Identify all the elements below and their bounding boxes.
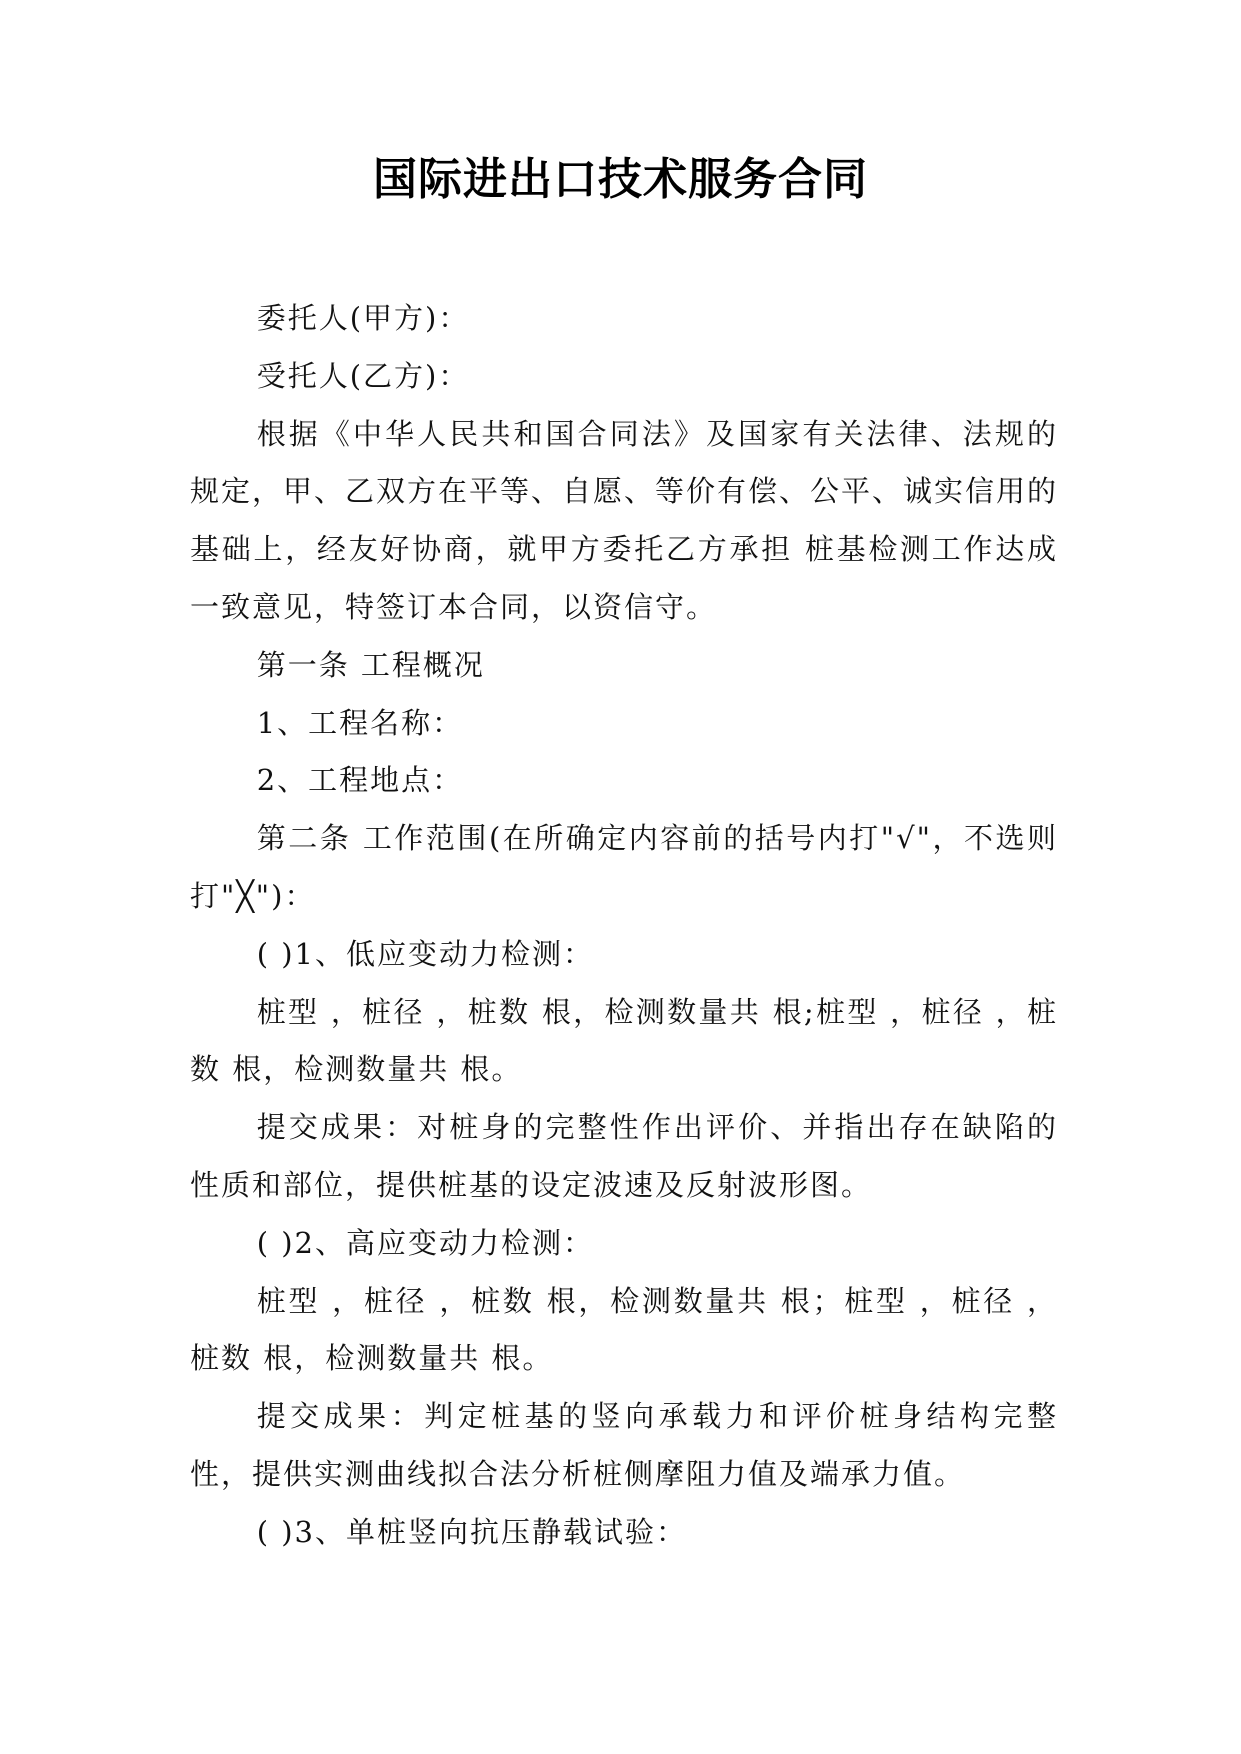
article-2-heading: 第二条 工作范围(在所确定内容前的括号内打"√"，不选则打"╳")：	[190, 821, 1058, 913]
item-1-heading: ( )1、低应变动力检测：	[256, 936, 594, 971]
item-3-heading: ( )3、单桩竖向抗压静载试验：	[256, 1514, 687, 1549]
project-location-line: 2、工程地点：	[256, 763, 464, 798]
item-1-spec: 桩型 ，桩径 ，桩数 根，检测数量共 根;桩型 ，桩径 ，桩数 根，检测数量共 根。	[190, 994, 1058, 1087]
article-1-heading: 第一条 工程概况	[256, 647, 485, 682]
document-body	[190, 290, 1058, 1562]
party-b-line: 受托人(乙方)：	[256, 358, 470, 393]
preamble-paragraph: 根据《中华人民共和国合同法》及国家有关法律、法规的规定，甲、乙双方在平等、自愿、等价有偿、公平、诚实信用的基础上，经友好协商，就甲方委托乙方承担 桩基检测工作达成一致意见，特签订本合同，以资信守。	[190, 416, 1059, 624]
item-2-spec: 桩型 ，桩径 ，桩数 根，检测数量共 根；桩型 ，桩径 ，桩数 根，检测数量共 根。	[190, 1283, 1058, 1376]
document-title: 国际进出口技术服务合同	[373, 154, 868, 205]
item-2-heading: ( )2、高应变动力检测：	[256, 1225, 594, 1260]
project-name-line: 1、工程名称：	[256, 705, 464, 740]
item-1-deliverable: 提交成果：对桩身的完整性作出评价、并指出存在缺陷的性质和部位，提供桩基的设定波速及反射波形图。	[190, 1110, 1058, 1202]
party-a-line: 委托人(甲方)：	[256, 301, 470, 335]
item-2-deliverable: 提交成果：判定桩基的竖向承载力和评价桩身结构完整性，提供实测曲线拟合法分析桩侧摩阻力值及端承力值。	[190, 1399, 1058, 1491]
